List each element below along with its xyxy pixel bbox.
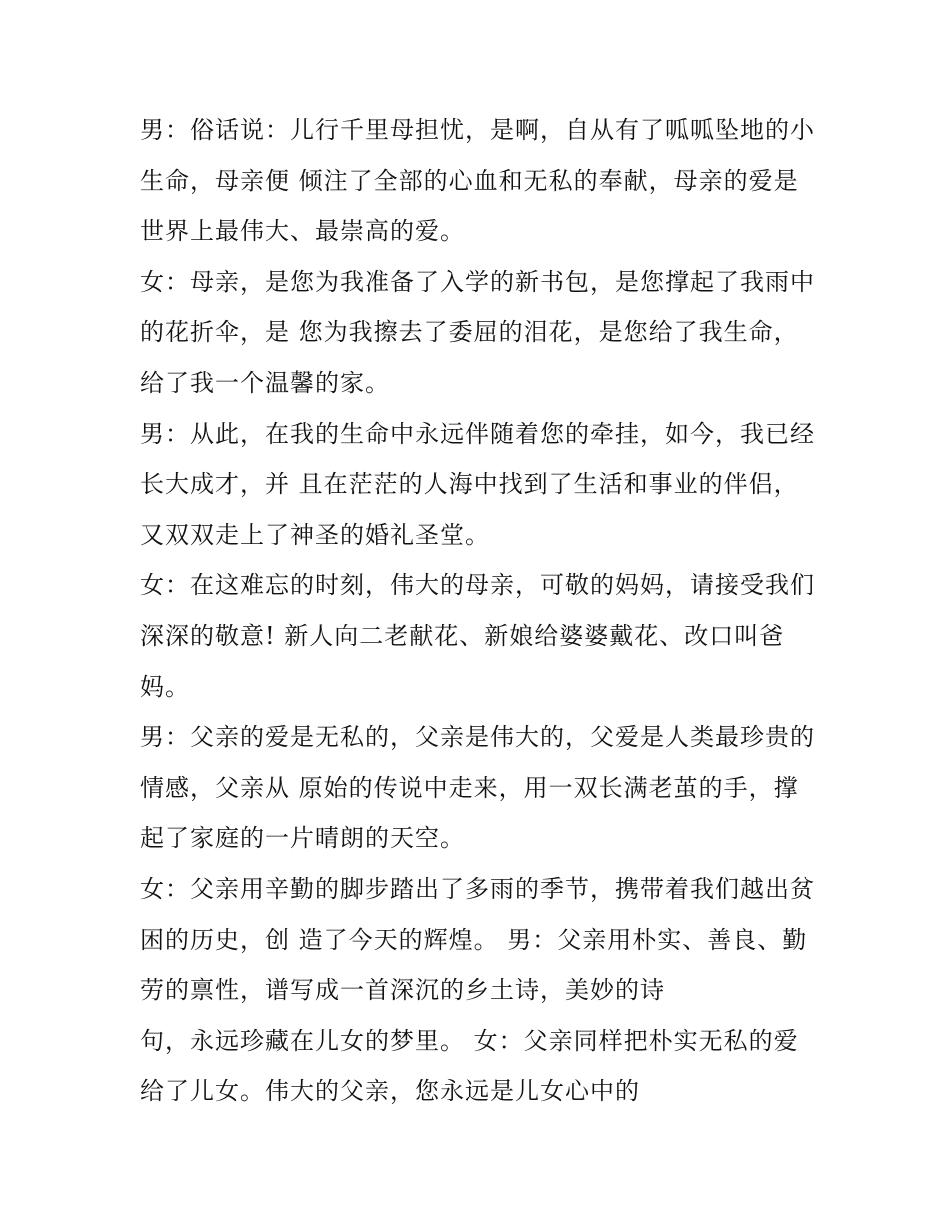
text-line: 女：在这难忘的时刻，伟大的母亲，可敬的妈妈，请接受我们 <box>140 571 815 600</box>
text-line: 妈。 <box>140 672 190 701</box>
text-line: 女：母亲，是您为我准备了入学的新书包，是您撑起了我雨中 <box>140 267 815 296</box>
text-line: 句，永远珍藏在儿女的梦里。 女：父亲同样把朴实无私的爱 <box>140 1026 799 1055</box>
text-line: 世界上最伟大、最崇高的爱。 <box>140 217 465 246</box>
text-line: 深深的敬意! 新人向二老献花、新娘给婆婆戴花、改口叫爸 <box>140 621 785 650</box>
text-line: 男：父亲的爱是无私的，父亲是伟大的，父爱是人类最珍贵的 <box>140 723 815 752</box>
text-line: 男：从此，在我的生命中永远伴随着您的牵挂，如今，我已经 <box>140 419 815 448</box>
text-line: 男：俗话说：儿行千里母担忧，是啊，自从有了呱呱坠地的小 <box>140 116 815 144</box>
text-line: 长大成才，并 且在茫茫的人海中找到了生活和事业的伴侣， <box>140 470 799 499</box>
text-line: 给了我一个温馨的家。 <box>140 368 390 397</box>
text-line: 起了家庭的一片晴朗的天空。 <box>140 824 465 853</box>
text-line: 劳的禀性，谱写成一首深沉的乡土诗，美妙的诗 <box>140 976 665 1005</box>
text-line: 生命，母亲便 倾注了全部的心血和无私的奉献，母亲的爱是 <box>140 166 799 195</box>
document-body <box>140 105 830 1117</box>
text-line: 的花折伞，是 您为我擦去了委屈的泪花，是您给了我生命， <box>140 318 799 347</box>
text-line: 又双双走上了神圣的婚礼圣堂。 <box>140 520 490 549</box>
text-line: 女：父亲用辛勤的脚步踏出了多雨的季节，携带着我们越出贫 <box>140 874 815 903</box>
text-line: 情感，父亲从 原始的传说中走来，用一双长满老茧的手，撑 <box>140 773 799 802</box>
text-line: 困的历史，创 造了今天的辉煌。 男：父亲用朴实、善良、勤 <box>140 925 808 954</box>
text-line: 给了儿女。伟大的父亲，您永远是儿女心中的 <box>140 1077 640 1106</box>
